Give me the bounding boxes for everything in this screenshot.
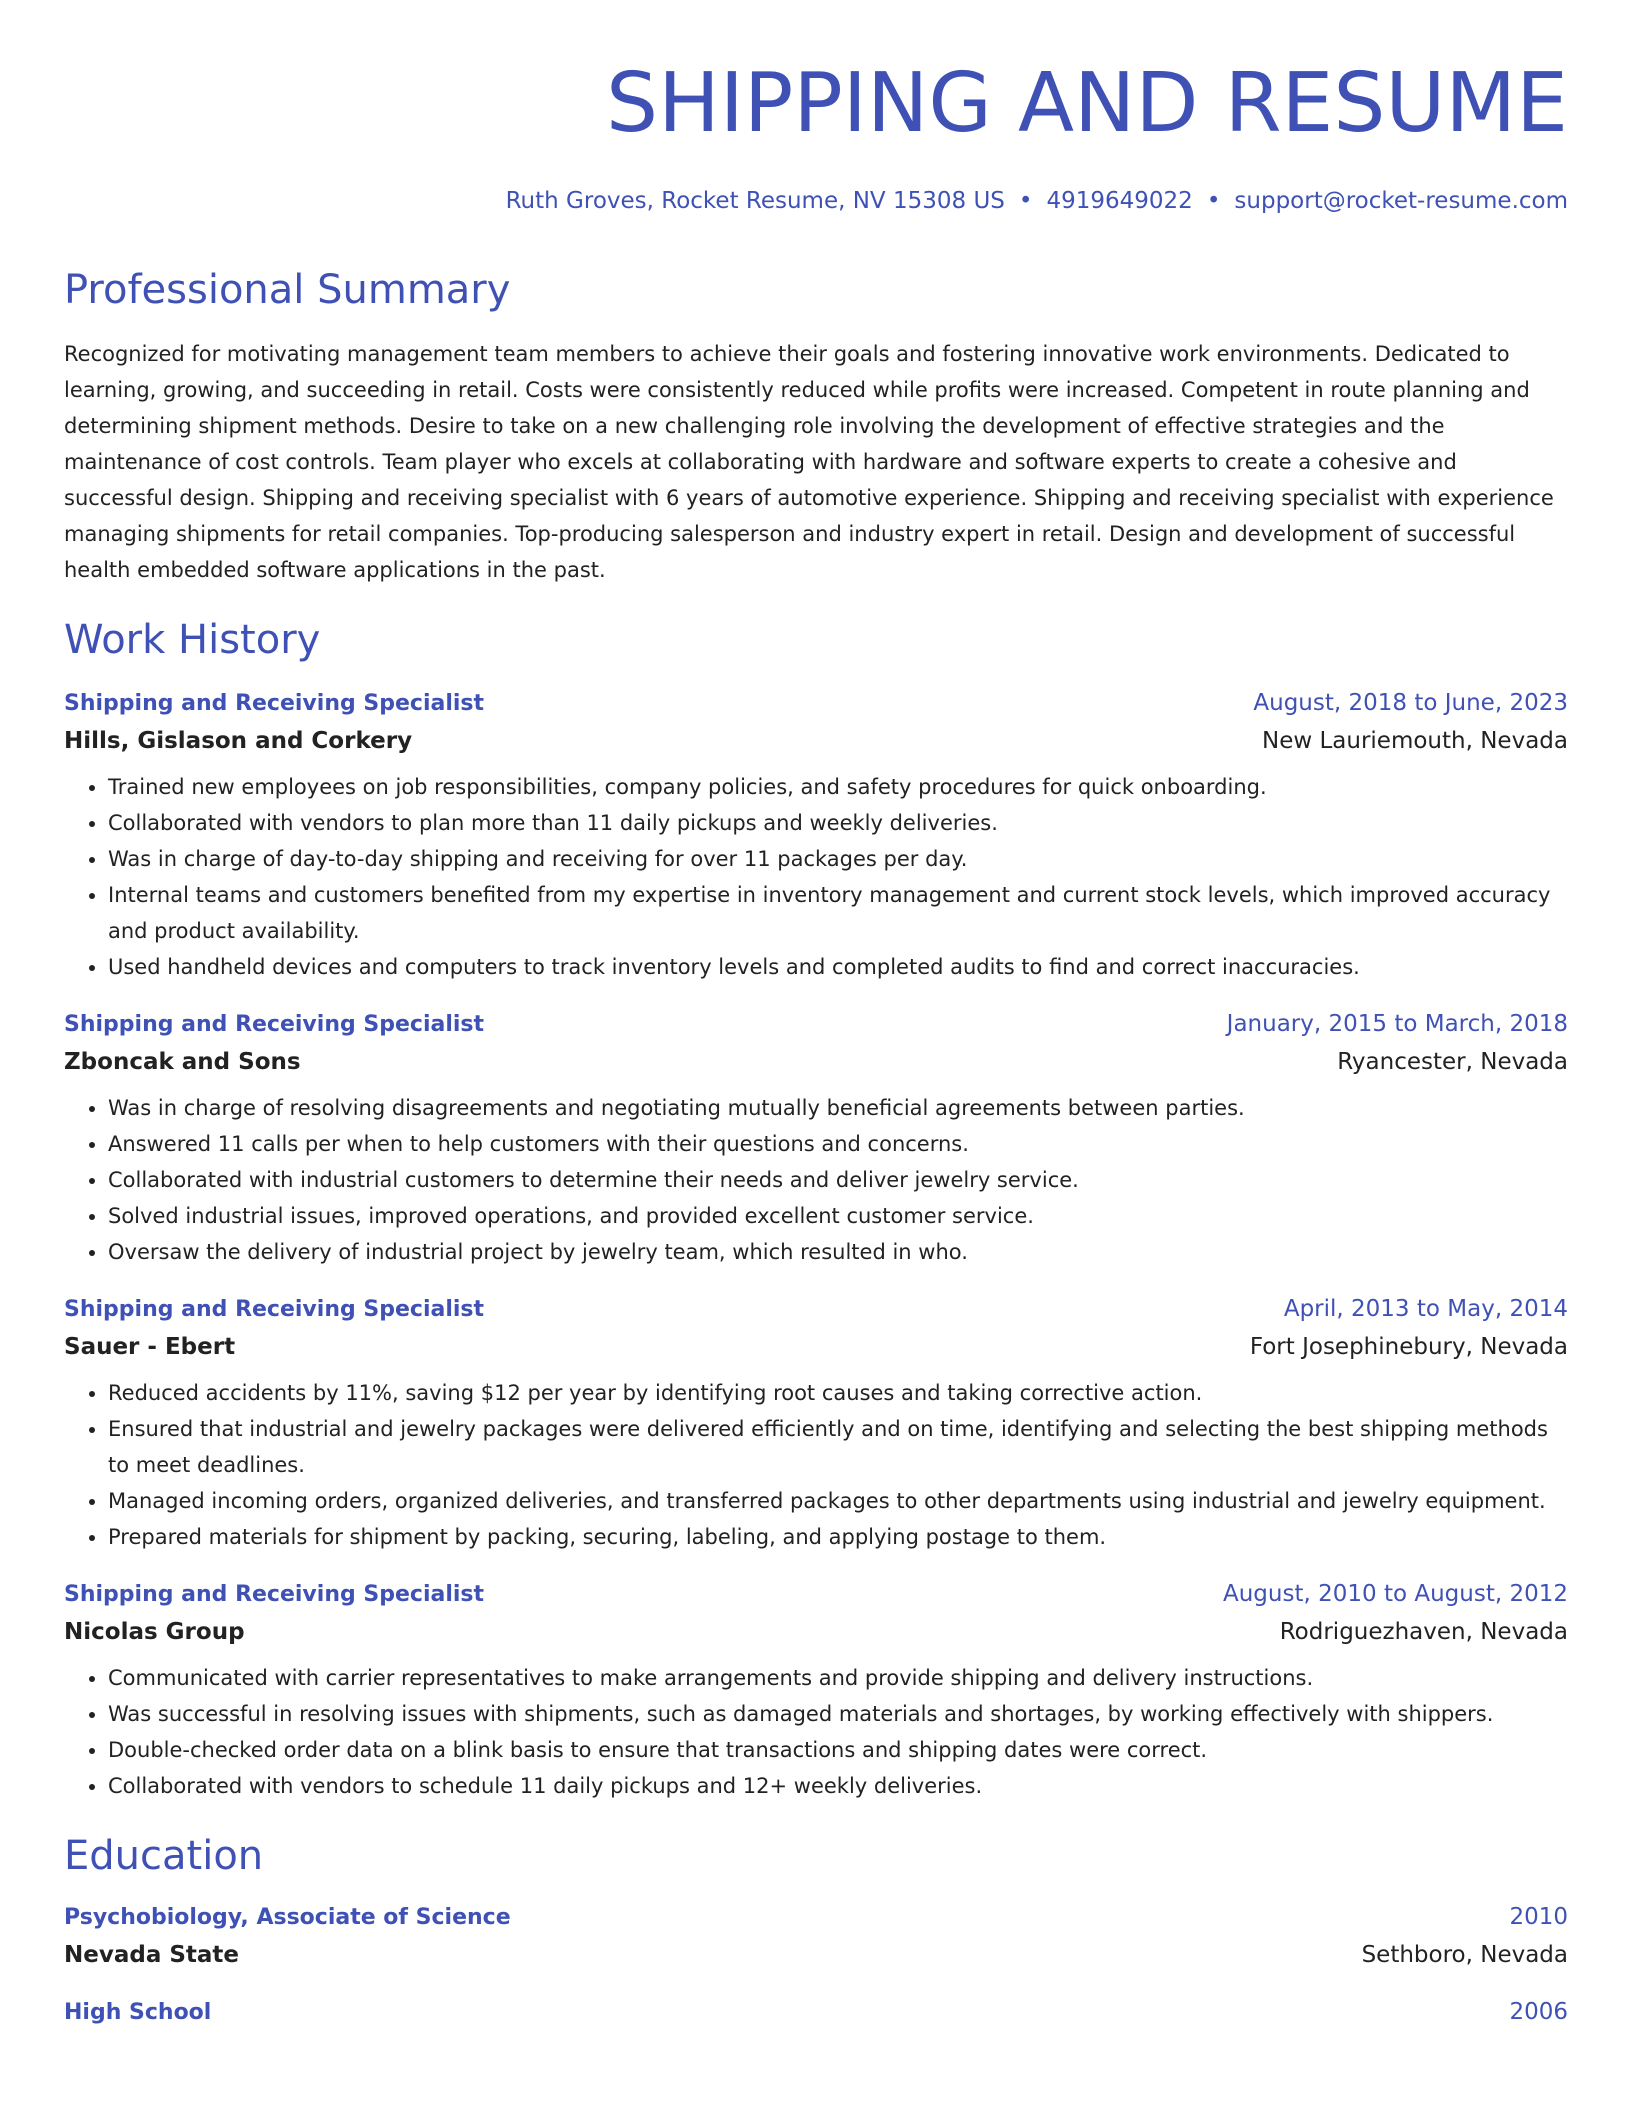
job-bullet: • Collaborated with industrial customers to determine their needs and deliver jewelry service. <box>108 1162 1568 1198</box>
job-bullet: • Answered 11 calls per when to help customers with their questions and concerns. <box>108 1126 1568 1162</box>
contact-email: support@rocket-resume.com <box>1234 188 1568 214</box>
school-name: Nevada State <box>64 1942 240 1968</box>
job-bullet: • Solved industrial issues, improved operations, and provided excellent customer service. <box>108 1198 1568 1234</box>
job-title: Shipping and Receiving Specialist <box>64 1297 485 1322</box>
job-bullet: • Reduced accidents by 11%, saving $12 per year by identifying root causes and taking corrective action. <box>108 1375 1568 1411</box>
job-bullet: • Used handheld devices and computers to track inventory levels and completed audits to find and correct inaccuracies. <box>108 949 1568 985</box>
job-title: Shipping and Receiving Specialist <box>64 691 485 716</box>
job-entry <box>64 1577 1568 1804</box>
job-location: Rodriguezhaven, Nevada <box>1279 1619 1568 1645</box>
job-bullet: • Ensured that industrial and jewelry packages were delivered efficiently and on time, identifying and selecting the best shipping methods to meet deadlines. <box>108 1411 1568 1483</box>
job-bullet: • Oversaw the delivery of industrial project by jewelry team, which resulted in who. <box>108 1234 1568 1270</box>
school-location: Sethboro, Nevada <box>1361 1942 1568 1968</box>
job-bullet: • Internal teams and customers benefited from my expertise in inventory management and current stock levels, which improved accuracy and product availability. <box>108 877 1568 949</box>
job-bullet: • Collaborated with vendors to plan more than 11 daily pickups and weekly deliveries. <box>108 805 1568 841</box>
education-year: 2006 <box>1509 1999 1568 2025</box>
job-title: Shipping and Receiving Specialist <box>64 1012 485 1037</box>
contact-line <box>64 186 1568 216</box>
degree-name: Psychobiology, Associate of Science <box>64 1905 511 1930</box>
job-location: Fort Josephinebury, Nevada <box>1249 1334 1568 1360</box>
summary-heading: Professional Summary <box>64 267 511 313</box>
job-bullets <box>64 1375 1568 1555</box>
job-dates: April, 2013 to May, 2014 <box>1283 1296 1568 1322</box>
job-entry <box>64 686 1568 985</box>
job-bullets <box>64 1660 1568 1804</box>
job-bullet: • Collaborated with vendors to schedule 11 daily pickups and 12+ weekly deliveries. <box>108 1768 1568 1804</box>
degree-name: High School <box>64 2000 212 2025</box>
job-bullet: • Was in charge of day-to-day shipping and receiving for over 11 packages per day. <box>108 841 1568 877</box>
document-title: SHIPPING AND RESUME <box>606 56 1568 151</box>
work-history-heading: Work History <box>64 617 321 663</box>
contact-separator: • <box>1018 188 1033 214</box>
job-bullet: • Trained new employees on job responsibilities, company policies, and safety procedures for quick onboarding. <box>108 769 1568 805</box>
education-year: 2010 <box>1509 1904 1568 1930</box>
job-bullet: • Managed incoming orders, organized deliveries, and transferred packages to other departments using industrial and jewelry equipment. <box>108 1483 1568 1519</box>
summary-text: Recognized for motivating management team members to achieve their goals and fostering innovative work environments. Dedicated to learning, growing, and succeeding in retail. Costs were consistently reduced while profits were increased. Competent in route planning and determining shipment methods. Desire to take on a new challenging role involving the development of effective strategies and the maintenance of cost controls. Team player who excels at collaborating with hardware and software experts to create a cohesive and successful design. Shipping and receiving specialist with 6 years of automotive experience. Shipping and receiving specialist with experience managing shipments for retail companies. Top-producing salesperson and industry expert in retail. Design and development of successful health embedded software applications in the past. <box>64 342 1554 582</box>
education-entry <box>64 1995 1568 2030</box>
contact-address: Ruth Groves, Rocket Resume, NV 15308 US <box>505 188 1005 214</box>
employer-name: Sauer - Ebert <box>64 1334 236 1360</box>
employer-name: Zboncak and Sons <box>64 1049 301 1075</box>
job-dates: August, 2010 to August, 2012 <box>1223 1581 1568 1607</box>
job-title: Shipping and Receiving Specialist <box>64 1582 485 1607</box>
employer-name: Nicolas Group <box>64 1619 245 1645</box>
job-dates: January, 2015 to March, 2018 <box>1226 1011 1568 1037</box>
job-bullet: • Prepared materials for shipment by packing, securing, labeling, and applying postage to them. <box>108 1519 1568 1555</box>
job-bullet: • Double-checked order data on a blink basis to ensure that transactions and shipping dates were correct. <box>108 1732 1568 1768</box>
job-bullet: • Was in charge of resolving disagreements and negotiating mutually beneficial agreements between parties. <box>108 1090 1568 1126</box>
education-heading: Education <box>64 1833 264 1879</box>
job-bullets <box>64 1090 1568 1270</box>
job-entry <box>64 1007 1568 1270</box>
job-bullet: • Communicated with carrier representatives to make arrangements and provide shipping and delivery instructions. <box>108 1660 1568 1696</box>
contact-phone: 4919649022 <box>1046 188 1193 214</box>
job-bullet: • Was successful in resolving issues with shipments, such as damaged materials and shortages, by working effectively with shippers. <box>108 1696 1568 1732</box>
education-entry <box>64 1900 1568 1975</box>
job-location: Ryancester, Nevada <box>1337 1049 1568 1075</box>
contact-separator: • <box>1206 188 1221 214</box>
job-location: New Lauriemouth, Nevada <box>1262 728 1568 754</box>
employer-name: Hills, Gislason and Corkery <box>64 728 413 754</box>
job-bullets <box>64 769 1568 985</box>
job-dates: August, 2018 to June, 2023 <box>1253 690 1568 716</box>
job-entry <box>64 1292 1568 1555</box>
